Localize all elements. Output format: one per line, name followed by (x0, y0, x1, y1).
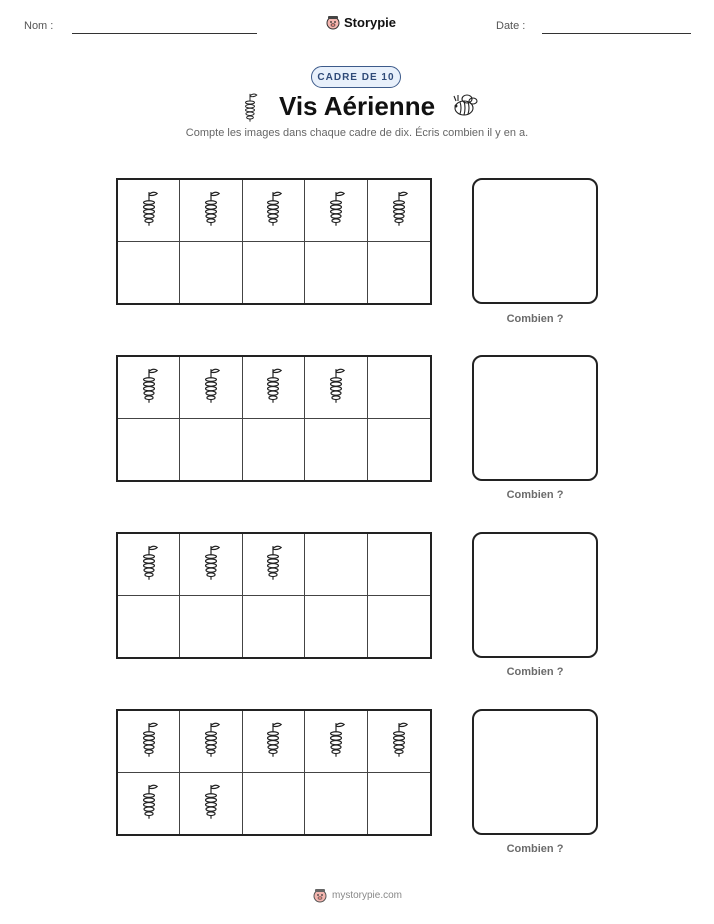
ten-frame (116, 532, 432, 659)
frame-cell (243, 357, 305, 419)
propeller-screw-icon (139, 720, 159, 763)
propeller-screw-icon (263, 189, 283, 232)
propeller-screw-icon (263, 543, 283, 586)
frame-cell (305, 596, 367, 658)
frame-cell (118, 534, 180, 596)
propeller-screw-icon (201, 782, 221, 825)
frame-cell (305, 242, 367, 304)
frame-cell (368, 180, 430, 242)
frame-cell (180, 180, 242, 242)
ten-frame (116, 355, 432, 482)
frame-cell (118, 419, 180, 481)
ten-frame (116, 709, 432, 836)
combien-label: Combien ? (506, 843, 564, 855)
frame-cell (180, 773, 242, 835)
frame-cell (180, 357, 242, 419)
propeller-screw-icon (389, 720, 409, 763)
propeller-screw-icon (263, 366, 283, 409)
frame-cell (118, 711, 180, 773)
frame-cell (368, 357, 430, 419)
propeller-screw-icon (139, 189, 159, 232)
frame-cell (243, 534, 305, 596)
date-line[interactable] (542, 33, 691, 34)
frame-cell (180, 534, 242, 596)
brand-name: Storypie (344, 14, 397, 30)
ten-frame (116, 178, 432, 305)
propeller-screw-icon (201, 366, 221, 409)
page-title: Vis Aérienne (278, 91, 436, 121)
propeller-screw-icon (139, 366, 159, 409)
frame-cell (180, 711, 242, 773)
propeller-screw-icon (201, 543, 221, 586)
frame-cell (180, 596, 242, 658)
footer-url[interactable]: mystorypie.com (331, 889, 402, 901)
frame-cell (368, 711, 430, 773)
frame-cell (243, 180, 305, 242)
propeller-screw-icon (326, 189, 346, 232)
propeller-screw-icon (263, 720, 283, 763)
propeller-screw-icon (139, 543, 159, 586)
brand (325, 14, 396, 30)
frame-cell (305, 419, 367, 481)
combien-label: Combien ? (506, 313, 564, 325)
frame-cell (243, 773, 305, 835)
frame-cell (305, 534, 367, 596)
propeller-screw-icon (139, 782, 159, 825)
frame-cell (118, 773, 180, 835)
footer (0, 887, 714, 903)
answer-box[interactable] (472, 709, 598, 835)
pig-mascot-icon (312, 887, 328, 903)
answer-box[interactable] (472, 355, 598, 481)
name-line[interactable] (72, 33, 257, 34)
frame-cell (368, 596, 430, 658)
name-label: Nom : (24, 20, 54, 32)
frame-cell (243, 596, 305, 658)
frame-cell (305, 180, 367, 242)
frame-cell (243, 242, 305, 304)
answer-box[interactable] (472, 532, 598, 658)
pig-mascot-icon (325, 14, 341, 30)
frame-cell (118, 242, 180, 304)
frame-cell (305, 711, 367, 773)
combien-label: Combien ? (506, 489, 564, 501)
propeller-screw-icon (389, 189, 409, 232)
date-label: Date : (496, 20, 526, 32)
frame-cell (180, 242, 242, 304)
frame-cell (368, 419, 430, 481)
bee-icon (449, 90, 479, 120)
frame-cell (305, 773, 367, 835)
answer-box[interactable] (472, 178, 598, 304)
instructions: Compte les images dans chaque cadre de dix. Écris combien il y en a. (185, 127, 529, 139)
frame-cell (305, 357, 367, 419)
frame-cell (368, 242, 430, 304)
combien-label: Combien ? (506, 666, 564, 678)
frame-cell (368, 534, 430, 596)
frame-cell (118, 596, 180, 658)
propeller-screw-icon (326, 720, 346, 763)
frame-cell (118, 180, 180, 242)
category-badge: CADRE DE 10 (311, 66, 401, 88)
propeller-screw-icon (201, 189, 221, 232)
frame-cell (118, 357, 180, 419)
frame-cell (180, 419, 242, 481)
frame-cell (243, 419, 305, 481)
frame-cell (368, 773, 430, 835)
frame-cell (243, 711, 305, 773)
propeller-screw-icon (201, 720, 221, 763)
propeller-screw-icon (326, 366, 346, 409)
